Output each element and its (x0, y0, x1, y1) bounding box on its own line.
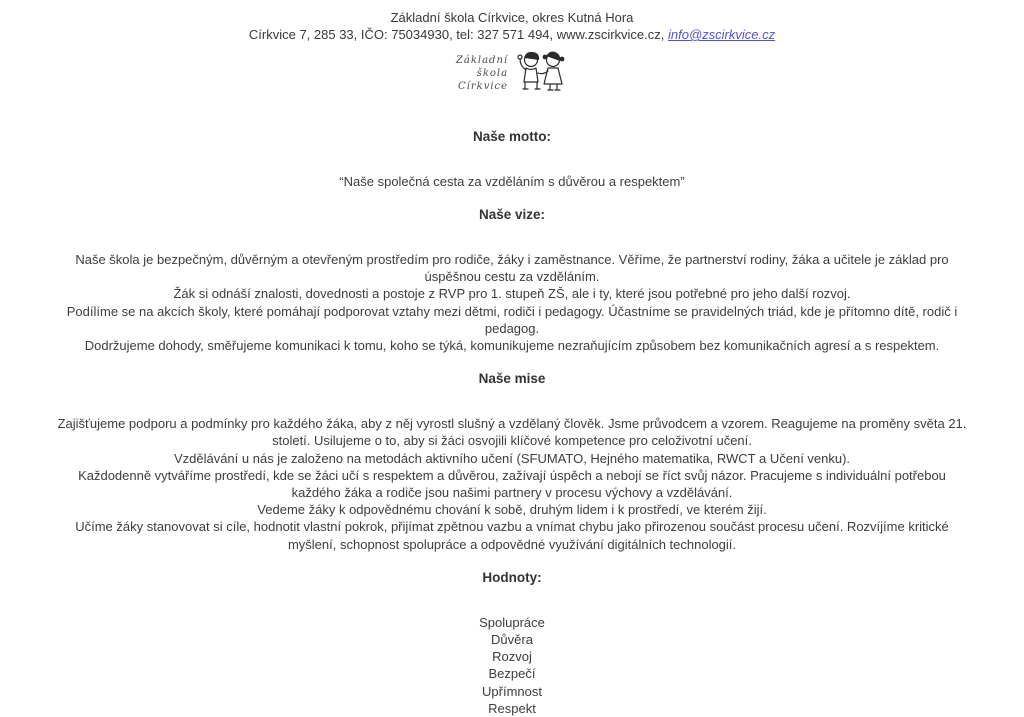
school-logo (57, 48, 967, 112)
vision-text (57, 251, 967, 354)
mission-paragraph: Každodenně vytváříme prostředí, kde se žáci učí s respektem a důvěrou, zažívají úspěch a nebojí se říct svůj názor. Pracujeme s individuální potřebou každého žáka a rodiče jsou našimi partnery v procesu výchovy a vzdělávání. (78, 467, 946, 501)
values-list (57, 614, 967, 717)
logo-script-line3: Církvice (458, 81, 509, 92)
mission-paragraph: Zajišťujeme podporu a podmínky pro každého žáka, aby z něj vyrostl slušný a vzdělaný člověk. Jsme průvodcem a vzorem. Reagujeme na proměny světa 21. století. Usilujeme o to, aby si žáci osvojili klíčové kompetence pro celoživotní učení. (57, 416, 967, 449)
school-document (57, 0, 967, 717)
children-drawing-icon (512, 48, 568, 113)
school-contact-line (57, 26, 967, 43)
vision-paragraph: Naše škola je bezpečným, důvěrným a otevřeným prostředím pro rodiče, žáky i zaměstnance. Věříme, že partnerství rodiny, žáka a učitele je základ pro úspěšnou cestu za vzděláním. (75, 252, 949, 285)
value-item: Bezpečí (488, 666, 536, 682)
document-header (57, 9, 967, 43)
mission-heading: Naše mise (478, 371, 546, 387)
logo-script-line2: škola (476, 68, 509, 79)
value-item: Spolupráce (479, 614, 545, 630)
values-heading: Hodnoty: (482, 569, 542, 585)
email-link[interactable]: info@zscirkvice.cz (668, 27, 776, 42)
mission-paragraph: Vzdělávání u nás je založeno na metodách aktivního učení (SFUMATO, Hejného matematika, RWCT a Učení venku). (173, 450, 851, 466)
mission-paragraph: Vedeme žáky k odpovědnému chování k sobě, druhým lidem i k prostředí, ve kterém žijí. (257, 502, 767, 518)
motto-heading: Naše motto: (472, 129, 551, 144)
vision-heading: Naše vize: (478, 207, 546, 222)
value-item: Respekt (488, 700, 536, 716)
value-item: Rozvoj (492, 649, 532, 665)
motto-quote: “Naše společná cesta za vzděláním s důvěrou a respektem” (339, 174, 685, 189)
vision-paragraph: Podílíme se na akcích školy, které pomáhají podporovat vztahy mezi dětmi, rodiči i pedagogy. Účastníme se pravidelných triád, kde je přítomno dítě, rodič i pedagog. (66, 303, 958, 336)
value-item: Upřímnost (482, 683, 542, 699)
school-contact-text: Církvice 7, 285 33, IČO: 75034930, tel: 327 571 494, www.zscirkvice.cz, (248, 27, 668, 42)
school-name: Základní škola Církvice, okres Kutná Hora (390, 10, 634, 25)
value-item: Důvěra (491, 632, 533, 648)
logo-script-text (456, 48, 508, 93)
mission-paragraph: Učíme žáky stanovovat si cíle, hodnotit vlastní pokrok, přijímat zpětnou vazbu a vnímat chybu jako přirozenou součást procesu učení. Rozvíjíme kritické myšlení, schopnost spolupráce a odpovědné využívání digitálních technologií. (75, 519, 949, 552)
logo-script-line1: Základní (455, 55, 509, 66)
vision-paragraph: Žák si odnáší znalosti, dovednosti a postoje z RVP pro 1. stupeň ZŠ, ale i ty, které jsou potřebné pro jeho další rozvoj. (173, 286, 851, 302)
vision-paragraph: Dodržujeme dohody, směřujeme komunikaci k tomu, koho se týká, komunikujeme nezraňujícím způsobem bez komunikačních agresí a s respektem. (84, 338, 940, 354)
mission-text (57, 415, 967, 553)
